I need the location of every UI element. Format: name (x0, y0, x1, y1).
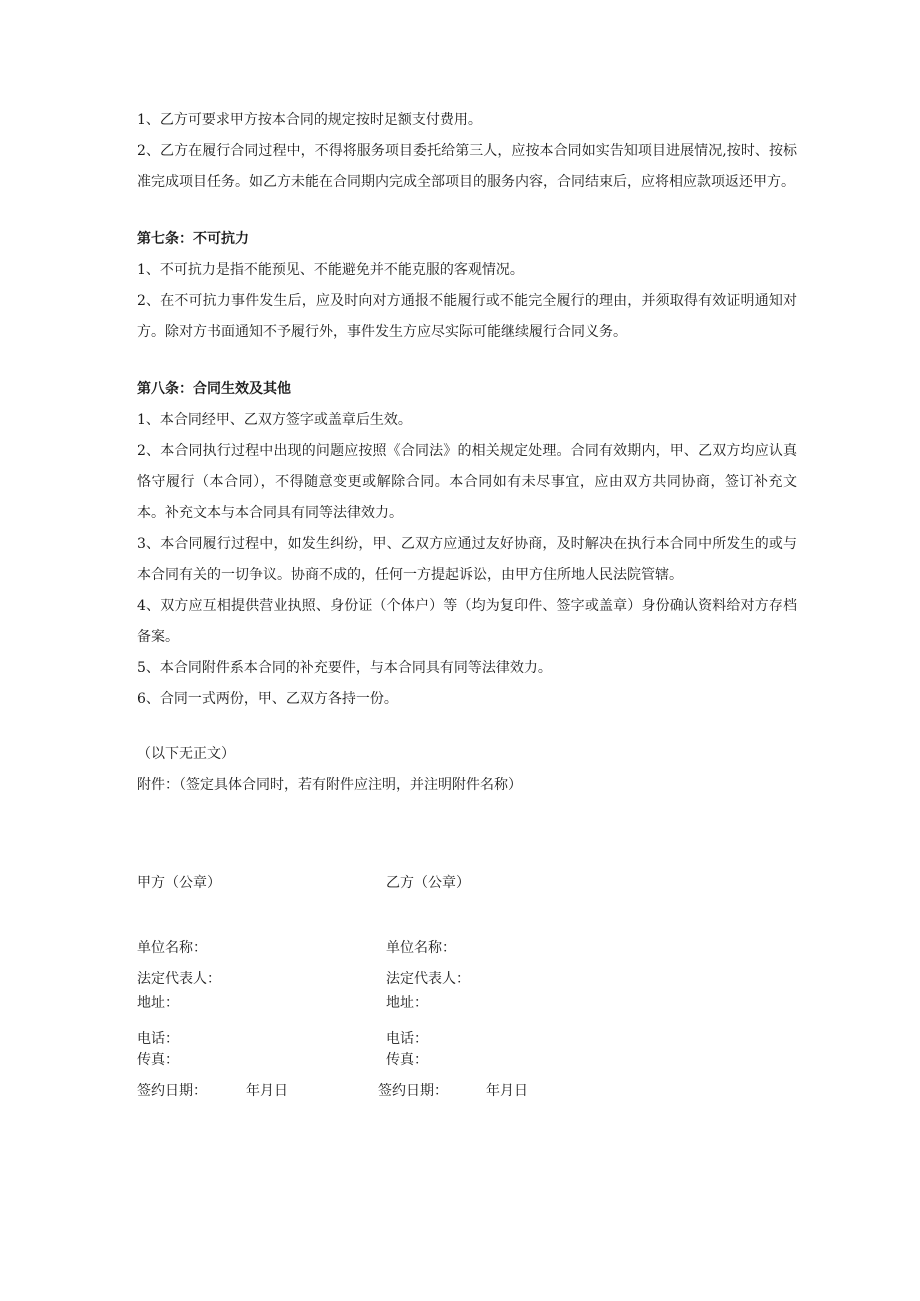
contract-body (137, 105, 797, 801)
article6-item-2: 2、乙方在履行合同过程中，不得将服务项目委托给第三人，应按本合同如实告知项目进展情况,按时、按标准完成项目任务。如乙方未能在合同期内完成全部项目的服务内容，合同结束后，应将相应款项返还甲方。 (137, 143, 797, 190)
article8-title: 第八条：合同生效及其他 (137, 381, 291, 397)
article7-title: 第七条：不可抗力 (137, 231, 249, 247)
party-b-phone-label: 电话： (386, 1031, 428, 1047)
attachment-note: 附件：（签定具体合同时，若有附件应注明，并注明附件名称） (137, 777, 522, 793)
party-a-unit-name-label: 单位名称： (137, 940, 207, 956)
article6-item-1: 1、乙方可要求甲方按本合同的规定按时足额支付费用。 (137, 112, 482, 128)
article7-item-2: 2、在不可抗力事件发生后，应及时向对方通报不能履行或不能完全履行的理由，并须取得有效证明通知对方。除对方书面通知不予履行外，事件发生方应尽实际可能继续履行合同义务。 (137, 293, 797, 340)
article8-item-5: 5、本合同附件系本合同的补充要件，与本合同具有同等法律效力。 (137, 660, 552, 676)
article7-item-1: 1、不可抗力是指不能预见、不能避免并不能克服的客观情况。 (137, 262, 524, 278)
party-b-legal-rep-label: 法定代表人： (386, 971, 470, 987)
party-a-phone-label: 电话： (137, 1031, 179, 1047)
article8-item-2: 2、本合同执行过程中出现的问题应按照《合同法》的相关规定处理。合同有效期内，甲、乙双方均应认真恪守履行（本合同），不得随意变更或解除合同。本合同如有未尽事宜，应由双方共同协商，签订补充文本。补充文本与本合同具有同等法律效力。 (137, 443, 797, 521)
party-a-sign-date-label: 签约日期： (137, 1083, 207, 1099)
party-a-legal-rep-label: 法定代表人： (137, 971, 221, 987)
party-a-address-label: 地址： (137, 995, 179, 1011)
article8-item-6: 6、合同一式两份，甲、乙双方各持一份。 (137, 691, 398, 707)
party-a-sign-date-value: 年月日 (246, 1083, 288, 1099)
party-b-sign-date-value: 年月日 (486, 1083, 528, 1099)
party-b-address-label: 地址： (386, 995, 428, 1011)
article8-item-3: 3、本合同履行过程中，如发生纠纷，甲、乙双方应通过友好协商，及时解决在执行本合同中所发生的或与本合同有关的一切争议。协商不成的，任何一方提起诉讼，由甲方住所地人民法院管辖。 (137, 536, 797, 583)
party-b-unit-name-label: 单位名称： (386, 940, 456, 956)
party-b-fax-label: 传真： (386, 1052, 428, 1068)
section-spacer (137, 715, 797, 739)
article8-item-1: 1、本合同经甲、乙双方签字或盖章后生效。 (137, 412, 412, 428)
party-b-title: 乙方（公章） (386, 875, 470, 891)
party-a-title: 甲方（公章） (137, 875, 221, 891)
party-b-sign-date-label: 签约日期： (378, 1083, 448, 1099)
party-a-fax-label: 传真： (137, 1052, 179, 1068)
article8-item-4: 4、双方应互相提供营业执照、身份证（个体户）等（均为复印件、签字或盖章）身份确认资料给对方存档备案。 (137, 598, 797, 645)
section-spacer (137, 198, 797, 224)
section-spacer (137, 348, 797, 374)
no-more-text-note: （以下无正文） (137, 746, 235, 762)
